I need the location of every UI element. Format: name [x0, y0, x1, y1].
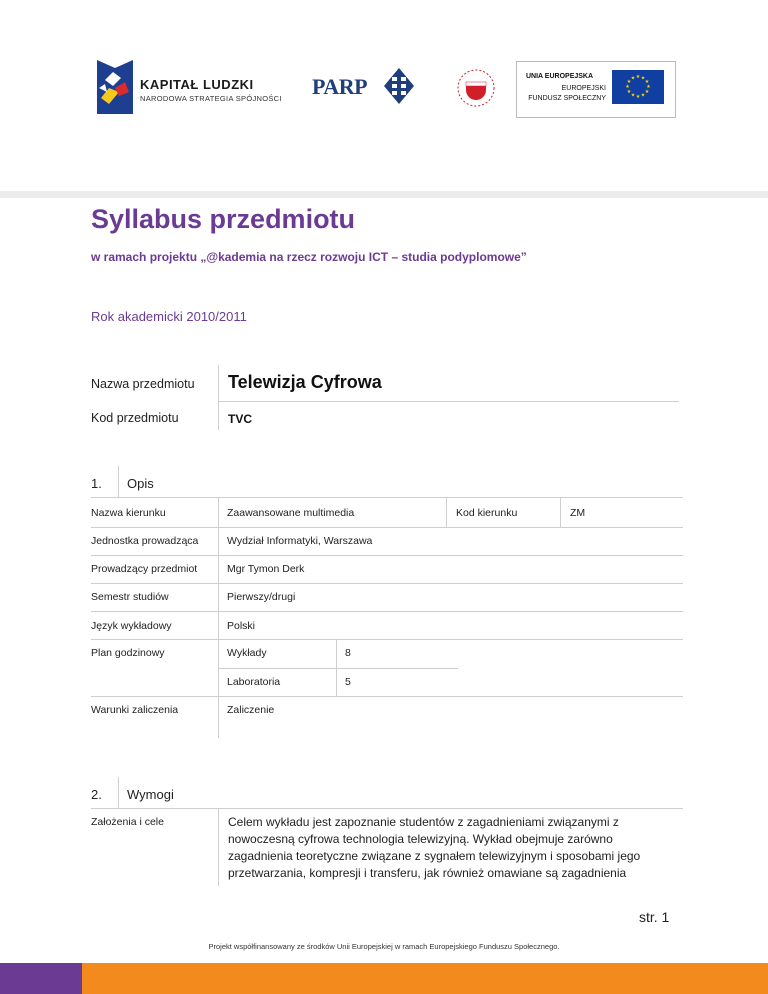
eu-label-european: EUROPEJSKI [561, 85, 606, 92]
divider [218, 497, 219, 738]
course-code-label: Kod przedmiotu [91, 411, 179, 425]
field-wyklady-value: 8 [345, 647, 351, 659]
divider [218, 668, 458, 669]
section-1-title: Opis [127, 476, 154, 491]
svg-text:★: ★ [630, 92, 636, 99]
field-prowadzacy-value: Mgr Tymon Derk [227, 563, 305, 575]
svg-text:★: ★ [635, 94, 641, 100]
field-jezyk-value: Polski [227, 620, 256, 632]
field-kod-kierunku-value: ZM [570, 507, 586, 519]
divider [560, 497, 561, 527]
svg-text:★: ★ [626, 79, 632, 85]
svg-text:★: ★ [635, 74, 641, 80]
svg-text:★: ★ [630, 75, 636, 82]
divider [91, 497, 683, 498]
field-semestr-value: Pierwszy/drugi [227, 591, 296, 603]
svg-text:★: ★ [646, 84, 651, 90]
field-jezyk-label: Język wykładowy [91, 620, 172, 632]
divider [446, 497, 447, 527]
document-title: Syllabus przedmiotu [91, 204, 356, 234]
divider [118, 777, 119, 808]
field-plan-label: Plan godzinowy [91, 647, 165, 659]
field-zalozenia-label: Założenia i cele [91, 816, 164, 828]
footer-note: Projekt współfinansowany ze środków Unii Europejskiej w ramach Europejskiego Funduszu Społecznego. [208, 942, 560, 951]
page-number: str. 1 [639, 909, 670, 925]
field-jednostka-value: Wydział Informatyki, Warszawa [227, 535, 373, 547]
divider [218, 365, 219, 430]
divider [91, 555, 683, 556]
svg-text:★: ★ [626, 89, 632, 95]
field-wyklady-label: Wykłady [227, 647, 267, 659]
course-name-label: Nazwa przedmiotu [91, 377, 195, 391]
kapital-ludzki-emblem-icon [95, 58, 135, 116]
document-subtitle: w ramach projektu „@kademia na rzecz rozwoju ICT – studia podyplomowe” [91, 250, 527, 264]
course-name-value: Telewizja Cyfrowa [228, 372, 382, 392]
divider [218, 401, 679, 402]
section-2-title: Wymogi [127, 787, 174, 802]
field-warunki-label: Warunki zaliczenia [91, 704, 179, 716]
field-prowadzacy-label: Prowadzący przedmiot [91, 563, 198, 575]
field-warunki-value: Zaliczenie [227, 704, 275, 716]
divider [91, 808, 683, 809]
parp-logo-text: PARP [312, 74, 368, 99]
kapital-ludzki-title: KAPITAŁ LUDZKI [140, 77, 254, 92]
divider [336, 640, 337, 696]
parp-symbol-icon [384, 68, 414, 104]
footer-bar-orange [82, 963, 768, 994]
divider [118, 466, 119, 497]
svg-text:★: ★ [644, 89, 650, 95]
eu-label-union: UNIA EUROPEJSKA [526, 73, 594, 80]
svg-text:★: ★ [640, 92, 646, 99]
field-kierunek-label: Nazwa kierunku [91, 507, 166, 519]
divider [91, 611, 683, 612]
field-kierunek-value: Zaawansowane multimedia [227, 507, 355, 519]
zalozenia-description: Celem wykładu jest zapoznanie studentów z zagadnieniami związanymi z nowoczesną cyfrowa technologia telewizyjną. Wykład obejmuje zarówno zagadnienia teoretyczne związane z sygnałem telewizyjnym i sposobami jego przetwarzania, kompresji i transferu, jak również omawiane są zagadnienia [228, 815, 641, 880]
svg-text:★: ★ [640, 75, 646, 82]
section-2-number: 2. [91, 787, 102, 802]
faculty-seal-icon [456, 68, 496, 108]
divider [91, 583, 683, 584]
divider [91, 696, 683, 697]
divider [91, 527, 683, 528]
divider [218, 808, 219, 886]
svg-text:★: ★ [625, 84, 630, 90]
header-separator-band [0, 191, 768, 198]
field-lab-value: 5 [345, 676, 351, 688]
field-lab-label: Laboratoria [227, 676, 281, 688]
eu-label-fund: FUNDUSZ SPOŁECZNY [528, 95, 606, 102]
field-jednostka-label: Jednostka prowadząca [91, 535, 199, 547]
footer-bar-purple [0, 963, 82, 994]
divider [91, 639, 683, 640]
field-semestr-label: Semestr studiów [91, 591, 169, 603]
kapital-ludzki-subtitle: NARODOWA STRATEGIA SPÓJNOŚCI [140, 94, 282, 103]
section-1-number: 1. [91, 476, 102, 491]
eu-flag-icon [612, 70, 664, 104]
field-kod-kierunku-label: Kod kierunku [456, 507, 518, 519]
svg-text:★: ★ [644, 79, 650, 85]
course-code-value: TVC [228, 412, 252, 426]
academic-year: Rok akademicki 2010/2011 [91, 309, 247, 324]
